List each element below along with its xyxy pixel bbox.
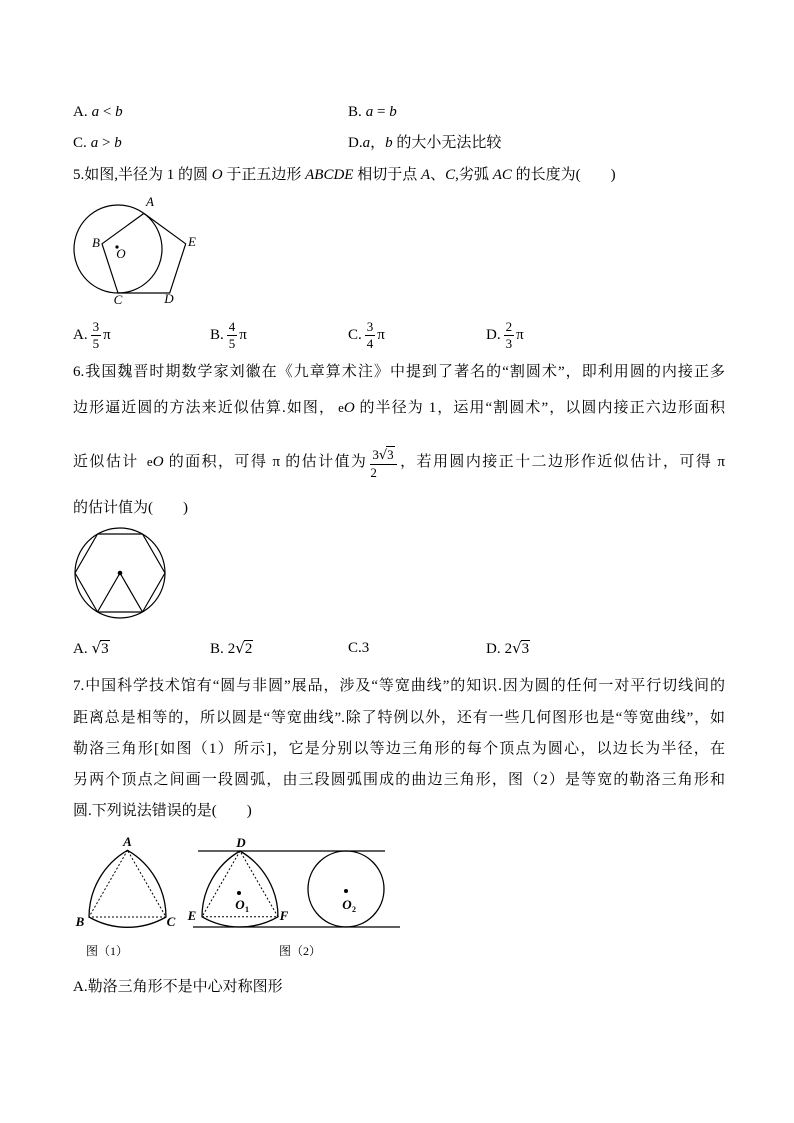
stem-text: 于正五边形 bbox=[222, 167, 306, 183]
relation: > bbox=[98, 135, 115, 151]
radical-sign: √ bbox=[235, 639, 245, 657]
q7-line-5: 圆.下列说法错误的是( ) bbox=[73, 803, 252, 819]
radical-sign: √ bbox=[378, 447, 388, 463]
pi-symbol: π bbox=[377, 327, 385, 343]
stem-text: ,劣弧 bbox=[455, 167, 493, 183]
coefficient: 2 bbox=[227, 641, 236, 657]
label-b: B bbox=[92, 235, 100, 250]
var-a: a bbox=[91, 104, 100, 120]
circle-name: O bbox=[343, 400, 355, 416]
label-o2-subscript: 2 bbox=[352, 905, 356, 914]
label-a: A bbox=[146, 194, 154, 209]
q6-line-3 bbox=[73, 445, 725, 479]
coefficient: 3 bbox=[372, 446, 379, 462]
pi-symbol: π bbox=[516, 327, 524, 343]
numerator: 4 bbox=[228, 319, 236, 335]
reuleaux-triangle-2 bbox=[202, 851, 278, 927]
q7-line-1: 7.中国科学技术馆有“圆与非圆”展品，涉及“等宽曲线”的知识.因为圆的任何一对平行切线间的 bbox=[73, 678, 725, 694]
radical-sign: √ bbox=[91, 639, 102, 657]
numerator: 2 bbox=[505, 319, 513, 335]
figure-1-caption: 图（1） bbox=[85, 944, 129, 958]
label-o1: O bbox=[235, 897, 245, 912]
label-c: C bbox=[113, 292, 123, 307]
q4-option-d bbox=[348, 133, 501, 153]
q6-figure bbox=[65, 520, 175, 626]
q6-option-c bbox=[348, 638, 369, 658]
pi-symbol: π bbox=[103, 327, 111, 343]
var-b: b bbox=[389, 104, 397, 120]
separator: ， bbox=[370, 135, 386, 151]
q5-stem bbox=[73, 165, 616, 185]
reuleaux-triangle-1 bbox=[89, 850, 166, 927]
stem-var: C bbox=[445, 167, 456, 183]
option-label: C. bbox=[348, 640, 362, 656]
center-dot bbox=[118, 571, 123, 576]
stem-text: 、 bbox=[430, 167, 446, 183]
coefficient: 2 bbox=[504, 641, 513, 657]
option-label: D. bbox=[486, 327, 501, 343]
option-value: 3 bbox=[361, 640, 370, 656]
stem-var: O bbox=[211, 167, 223, 183]
q5-figure bbox=[65, 192, 205, 312]
line-text: 近似估计 bbox=[73, 454, 144, 470]
option-label: B. bbox=[348, 104, 362, 120]
q6-option-d bbox=[486, 638, 530, 659]
circle-symbol: e bbox=[146, 454, 153, 469]
radicand: 3 bbox=[101, 641, 109, 657]
line-text: ，若用圆内接正十二边形作近似估计，可得 π bbox=[398, 454, 725, 470]
var-b: b bbox=[115, 104, 123, 120]
fraction bbox=[227, 320, 238, 351]
stem-var: AC bbox=[492, 167, 512, 183]
stem-text: 的长度为( ) bbox=[511, 167, 616, 183]
option-label: B. bbox=[210, 641, 224, 657]
label-o1-subscript: 1 bbox=[245, 905, 249, 914]
stem-text: 相切于点 bbox=[353, 167, 421, 183]
label-c: C bbox=[166, 914, 176, 929]
pi-symbol: π bbox=[239, 327, 247, 343]
line-text: 的半径为 1，运用“割圆术”，以圆内接正六边形面积 bbox=[354, 400, 725, 416]
label-d: D bbox=[164, 291, 174, 306]
denominator: 5 bbox=[228, 336, 236, 352]
option-label: B. bbox=[210, 327, 224, 343]
radicand: 2 bbox=[244, 641, 253, 657]
fraction bbox=[91, 320, 102, 351]
q7-line-4: 另两个顶点之间画一段圆弧，由三段圆弧围成的曲边三角形，图（2）是等宽的勒洛三角形和 bbox=[73, 772, 725, 788]
denominator: 3 bbox=[505, 336, 513, 352]
fraction bbox=[504, 320, 515, 351]
q6-line-4: 的估计值为( ) bbox=[73, 500, 188, 516]
center-dot-o1 bbox=[237, 891, 241, 895]
line-text: 边形逼近圆的方法来近似估算.如图， bbox=[73, 400, 336, 416]
stem-var: A bbox=[420, 167, 431, 183]
circle-symbol: e bbox=[338, 400, 344, 415]
option-label: D. bbox=[348, 135, 363, 151]
stem-text: 5.如图,半径为 1 的圆 bbox=[73, 167, 212, 183]
var-a: a bbox=[362, 135, 371, 151]
radicand: 3 bbox=[521, 641, 530, 657]
q5-option-d bbox=[486, 318, 524, 352]
label-f: F bbox=[279, 908, 289, 923]
q7-line-3: 勒洛三角形[如图（1）所示]，它是分别以等边三角形的每个顶点为圆心，以边长为半径，在 bbox=[73, 741, 725, 757]
label-e: E bbox=[187, 908, 197, 923]
denominator: 2 bbox=[370, 464, 377, 479]
q7-option-a: A.勒洛三角形不是中心对称图形 bbox=[73, 979, 283, 995]
radius-left bbox=[98, 573, 121, 612]
q7-line-2: 距离总是相等的，所以圆是“等宽曲线”.除了特例以外，还有一些几何图形也是“等宽曲线”，如 bbox=[73, 710, 725, 726]
option-label: A. bbox=[73, 641, 88, 657]
pentagon-abcde bbox=[102, 213, 186, 293]
label-b: B bbox=[75, 914, 85, 929]
q4-option-a bbox=[73, 102, 123, 122]
var-a: a bbox=[365, 104, 374, 120]
q4-option-c bbox=[73, 133, 122, 153]
q4-option-b bbox=[348, 102, 397, 122]
option-label: C. bbox=[348, 327, 362, 343]
dotted-equilateral-triangle-1 bbox=[89, 850, 166, 917]
option-label: C. bbox=[73, 135, 87, 151]
relation: = bbox=[373, 104, 390, 120]
q7-figure bbox=[60, 830, 410, 962]
option-text: 的大小无法比较 bbox=[392, 135, 502, 151]
numerator: 3 bbox=[366, 319, 374, 335]
relation: < bbox=[99, 104, 116, 120]
label-d: D bbox=[236, 835, 246, 850]
q6-option-b bbox=[210, 638, 253, 659]
q6-line-1: 6.我国魏晋时期数学家刘徽在《九章算术注》中提到了著名的“割圆术”，即利用圆的内接正多 bbox=[73, 364, 725, 380]
q5-option-c bbox=[348, 318, 385, 352]
label-o: O bbox=[116, 246, 126, 261]
var-a: a bbox=[90, 135, 99, 151]
q5-option-a bbox=[73, 318, 111, 352]
label-o2: O bbox=[342, 897, 352, 912]
fraction bbox=[365, 320, 376, 351]
line-text: 的面积，可得 π 的估计值为 bbox=[163, 454, 368, 470]
fraction-3-root3-over-2 bbox=[370, 446, 396, 479]
option-label: A. bbox=[73, 104, 88, 120]
option-label: D. bbox=[486, 641, 501, 657]
option-label: A. bbox=[73, 327, 88, 343]
radicand: 3 bbox=[387, 446, 394, 462]
q5-option-b bbox=[210, 318, 247, 352]
label-e: E bbox=[188, 234, 196, 249]
numerator: 3 bbox=[92, 319, 100, 335]
label-a: A bbox=[123, 834, 132, 849]
q6-line-2 bbox=[73, 398, 725, 418]
var-b: b bbox=[114, 135, 122, 151]
radius-right bbox=[120, 573, 143, 612]
numerator bbox=[370, 446, 396, 465]
radical-sign: √ bbox=[512, 639, 522, 657]
stem-var: ABCDE bbox=[305, 167, 354, 183]
center-dot-o2 bbox=[344, 889, 348, 893]
var-b: b bbox=[385, 135, 393, 151]
denominator: 5 bbox=[92, 336, 100, 352]
denominator: 4 bbox=[366, 336, 374, 352]
circle-name: O bbox=[152, 454, 164, 470]
q6-option-a bbox=[73, 638, 110, 659]
figure-2-caption: 图（2） bbox=[278, 944, 322, 958]
